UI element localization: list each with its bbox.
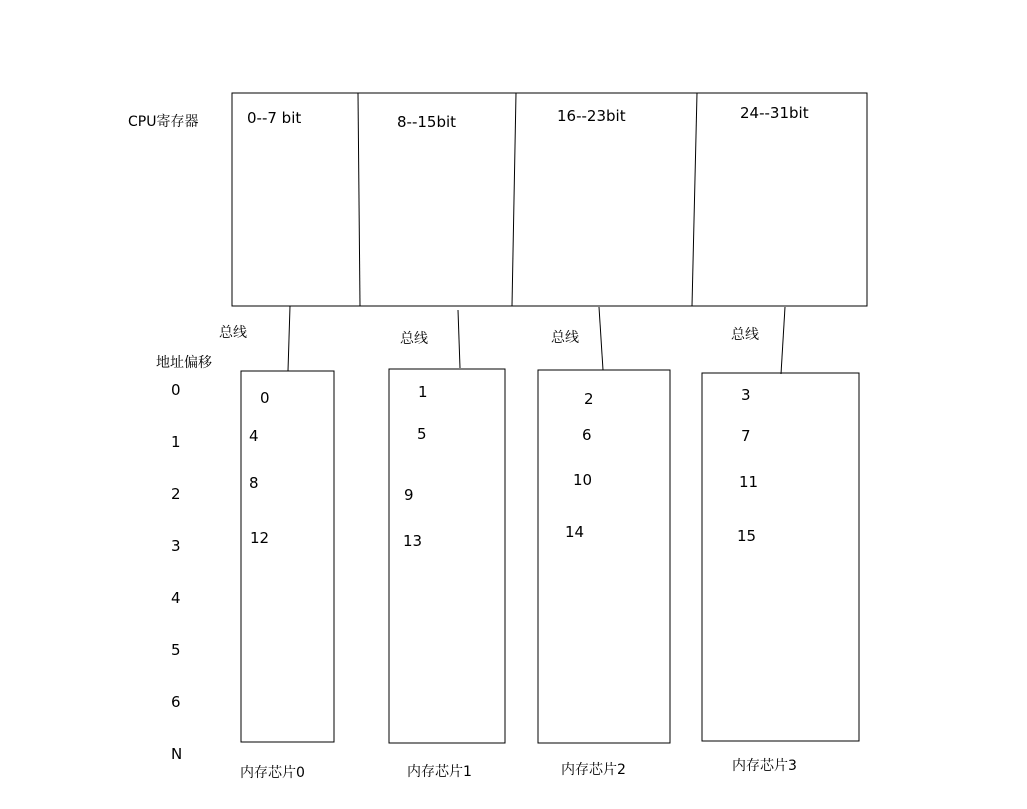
memory-chip-1: [389, 369, 505, 743]
offset-row-3: 3: [171, 537, 181, 555]
chip-0-cell-2: 8: [249, 474, 259, 492]
chip-0-label: 内存芯片0: [240, 765, 305, 781]
chip-3-cell-3: 15: [737, 527, 757, 545]
offset-row-6: 6: [171, 693, 181, 711]
chip-3-cell-2: 11: [739, 473, 759, 491]
chip-2-cell-1: 6: [582, 426, 592, 444]
chip-1-cell-0: 1: [418, 383, 428, 401]
chip-1-cell-1: 5: [417, 425, 427, 443]
bus-line-0: [288, 306, 290, 371]
offset-row-1: 1: [171, 433, 181, 451]
chip-2-label: 内存芯片2: [561, 762, 626, 778]
cpu-register-segment-1: 8--15bit: [397, 113, 457, 131]
chip-1-cell-3: 13: [403, 532, 423, 550]
chip-2-cell-3: 14: [565, 523, 585, 541]
chip-3-cell-1: 7: [741, 427, 751, 445]
chip-0-cell-3: 12: [250, 529, 270, 547]
chip-3-label: 内存芯片3: [732, 758, 797, 774]
offset-row-5: 5: [171, 641, 181, 659]
chip-2-cell-0: 2: [584, 390, 594, 408]
bus-label-2: 总线: [551, 330, 579, 346]
chip-0-cell-1: 4: [249, 427, 259, 445]
chip-1-cell-2: 9: [404, 486, 414, 504]
cpu-register-segment-2: 16--23bit: [557, 107, 626, 125]
bus-label-3: 总线: [731, 327, 759, 343]
offset-row-4: 4: [171, 589, 181, 607]
offset-row-n: N: [171, 745, 183, 763]
cpu-register-divider-2: [512, 93, 516, 306]
bus-label-1: 总线: [400, 331, 428, 347]
offset-row-2: 2: [171, 485, 181, 503]
chip-3-cell-0: 3: [741, 386, 751, 404]
cpu-register-segment-3: 24--31bit: [740, 104, 809, 122]
cpu-register-segment-0: 0--7 bit: [247, 109, 302, 127]
offset-row-0: 0: [171, 381, 181, 399]
address-offset-title: 地址偏移: [156, 355, 212, 371]
chip-1-label: 内存芯片1: [407, 764, 472, 780]
memory-chip-3: [702, 373, 859, 741]
bus-line-2: [599, 307, 603, 370]
bus-label-0: 总线: [219, 325, 247, 341]
bus-line-1: [458, 310, 460, 368]
bus-line-3: [781, 307, 785, 374]
cpu-register-label: CPU寄存器: [128, 114, 199, 130]
chip-2-cell-2: 10: [573, 471, 593, 489]
cpu-register-divider-3: [692, 93, 697, 306]
cpu-register-divider-1: [358, 93, 360, 306]
cpu-register-box: [232, 93, 867, 306]
chip-0-cell-0: 0: [260, 389, 270, 407]
memory-chip-2: [538, 370, 670, 743]
